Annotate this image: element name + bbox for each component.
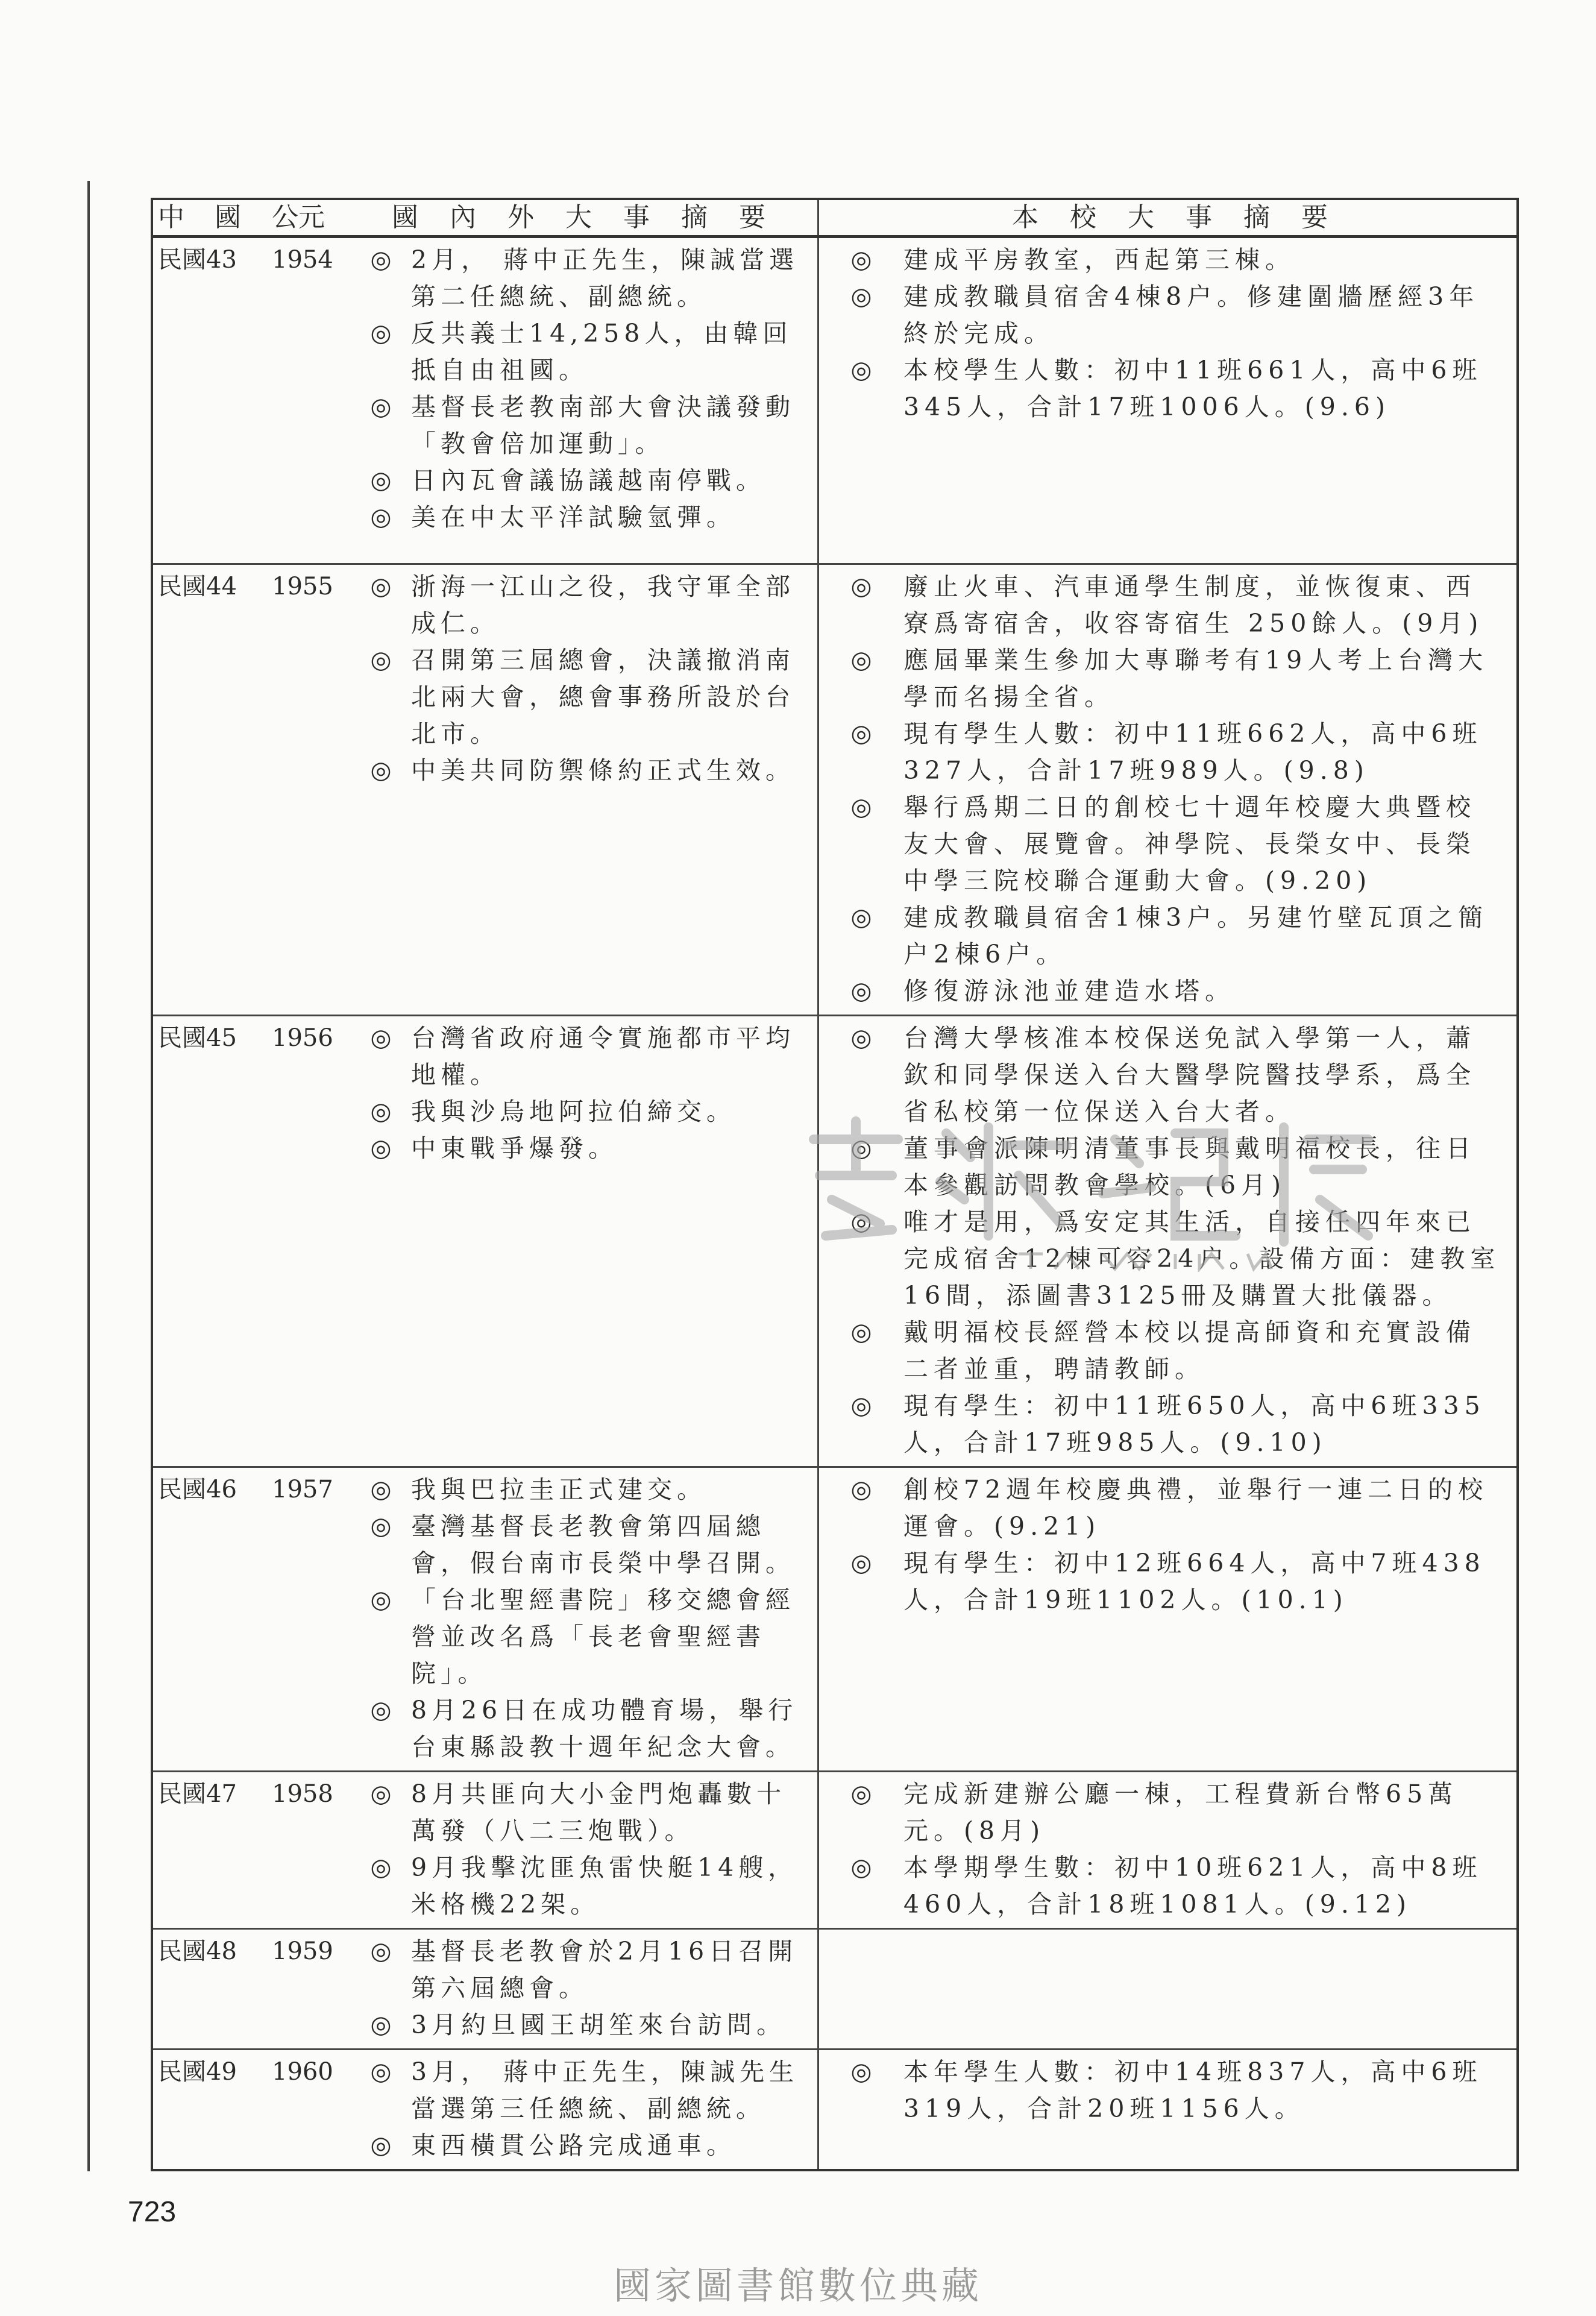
bullet-icon: ◎ — [850, 793, 872, 821]
event-text: 日內瓦會議協議越南停戰。 — [411, 466, 765, 495]
roc-year: 民國48 — [158, 1937, 237, 1965]
table-row — [153, 565, 1516, 1016]
bullet-icon: ◎ — [370, 1696, 392, 1724]
bullet-icon: ◎ — [370, 1854, 392, 1881]
event-text: 創校72週年校慶典禮，並舉行一連二日的校運會。(9.21) — [903, 1475, 1489, 1541]
world-events-cell — [351, 1930, 819, 2048]
ad-year: 1955 — [272, 573, 333, 600]
event-item — [351, 499, 805, 536]
event-text: 現有學生：初中11班650人，高中6班335人，合計17班985人。(9.10) — [903, 1391, 1486, 1457]
ad-year: 1957 — [272, 1476, 333, 1503]
event-text: 2月， 蔣中正先生，陳誠當選第二任總統、副總統。 — [411, 245, 799, 311]
bullet-icon: ◎ — [850, 1476, 872, 1503]
header-roc: 中 國 — [158, 202, 252, 233]
school-events-cell — [819, 1930, 1516, 2048]
event-text: 完成新建辦公廳一棟，工程費新台幣65萬元。(8月) — [903, 1779, 1459, 1845]
event-item — [819, 1314, 1504, 1388]
roc-year: 民國45 — [158, 1024, 237, 1052]
table-row — [153, 2050, 1516, 2169]
ad-year: 1960 — [272, 2058, 333, 2086]
event-item — [819, 899, 1504, 973]
event-text: 我與沙烏地阿拉伯締交。 — [411, 1097, 736, 1126]
event-text: 「台北聖經書院」移交總會經營並改名爲「長老會聖經書院」。 — [411, 1585, 795, 1688]
world-events-cell — [351, 565, 819, 1015]
roc-year: 民國44 — [158, 573, 237, 600]
event-item — [819, 1130, 1504, 1204]
roc-year: 民國47 — [158, 1780, 237, 1808]
footer-credit: 國家圖書館數位典藏 — [613, 2264, 982, 2308]
bullet-icon: ◎ — [370, 573, 392, 600]
bullet-icon: ◎ — [370, 1476, 392, 1503]
bullet-icon: ◎ — [370, 1024, 392, 1052]
event-item — [351, 752, 805, 789]
event-text: 召開第三屆總會，決議撤消南北兩大會，總會事務所設於台北市。 — [411, 646, 795, 748]
event-text: 8月共匪向大小金門炮轟數十萬發（八二三炮戰）。 — [411, 1779, 787, 1845]
event-item — [819, 242, 1504, 278]
world-events-cell — [351, 1016, 819, 1466]
header-ad: 公元 — [272, 202, 325, 233]
bullet-icon: ◎ — [850, 720, 872, 747]
bullet-icon: ◎ — [850, 1780, 872, 1808]
event-text: 反共義士14,258人，由韓回抵自由祖國。 — [411, 319, 793, 385]
event-text: 董事會派陳明清董事長與戴明福校長，往日本參觀訪問教會學校。(6月) — [903, 1134, 1476, 1200]
table-row — [153, 1016, 1516, 1468]
roc-year: 民國49 — [158, 2058, 237, 2086]
event-item — [819, 278, 1504, 352]
table-header — [153, 200, 1516, 238]
bullet-icon: ◎ — [370, 1134, 392, 1162]
roc-year: 民國46 — [158, 1476, 237, 1503]
event-text: 戴明福校長經營本校以提高師資和充實設備二者並重，聘請教師。 — [903, 1318, 1476, 1383]
bullet-icon: ◎ — [850, 356, 872, 384]
bullet-icon: ◎ — [850, 646, 872, 674]
event-item — [819, 352, 1504, 426]
event-item — [351, 2054, 805, 2127]
world-events-cell — [351, 2050, 819, 2169]
bullet-icon: ◎ — [850, 573, 872, 600]
bullet-icon: ◎ — [370, 503, 392, 531]
bullet-icon: ◎ — [370, 1780, 392, 1808]
event-item — [819, 1849, 1504, 1923]
event-text: 本學期學生數：初中10班621人，高中8班460人，合計18班1081人。(9.12) — [903, 1853, 1483, 1919]
bullet-icon: ◎ — [850, 1549, 872, 1577]
bullet-icon: ◎ — [850, 977, 872, 1005]
bullet-icon: ◎ — [370, 2058, 392, 2086]
bullet-icon: ◎ — [370, 1586, 392, 1614]
school-events-cell — [819, 1468, 1516, 1770]
header-school-events: 本校大事摘要 — [1012, 202, 1359, 233]
bullet-icon: ◎ — [370, 319, 392, 347]
page-number: 723 — [128, 2196, 177, 2228]
event-item — [351, 1849, 805, 1923]
event-item — [819, 973, 1504, 1010]
ad-year: 1956 — [272, 1024, 333, 1052]
event-item — [351, 242, 805, 315]
chronology-table — [151, 198, 1519, 2171]
bullet-icon: ◎ — [850, 1134, 872, 1162]
event-text: 中美共同防禦條約正式生效。 — [411, 756, 795, 785]
event-item — [819, 642, 1504, 716]
bullet-icon: ◎ — [850, 1208, 872, 1236]
event-text: 台灣省政府通令實施都市平均地權。 — [411, 1024, 795, 1089]
event-text: 9月我擊沈匪魚雷快艇14艘，米格機22架。 — [411, 1853, 798, 1919]
bullet-icon: ◎ — [850, 1318, 872, 1346]
event-item — [351, 568, 805, 642]
event-item — [351, 642, 805, 752]
event-item — [351, 2127, 805, 2164]
world-events-cell — [351, 1772, 819, 1928]
event-text: 本年學生人數：初中14班837人，高中6班319人，合計20班1156人。 — [903, 2057, 1483, 2123]
bullet-icon: ◎ — [850, 1392, 872, 1420]
event-item — [351, 1933, 805, 2007]
event-text: 臺灣基督長老教會第四屆總會，假台南市長榮中學召開。 — [411, 1512, 795, 1578]
school-events-cell — [819, 1772, 1516, 1928]
event-text: 浙海一江山之役，我守軍全部成仁。 — [411, 572, 795, 638]
ad-year: 1954 — [272, 246, 333, 274]
bullet-icon: ◎ — [850, 283, 872, 310]
event-text: 廢止火車、汽車通學生制度，並恢復東、西寮爲寄宿舍，收容寄宿生 250餘人。(9月) — [903, 572, 1484, 638]
school-events-cell — [819, 565, 1516, 1015]
event-text: 現有學生人數：初中11班662人，高中6班327人，合計17班989人。(9.8) — [903, 719, 1483, 785]
bullet-icon: ◎ — [370, 467, 392, 494]
event-text: 台灣大學核准本校保送免試入學第一人，蕭欽和同學保送入台大醫學院醫技學系，爲全省私校第一位保送入台大者。 — [903, 1024, 1476, 1126]
roc-year: 民國43 — [158, 246, 237, 274]
bullet-icon: ◎ — [370, 1937, 392, 1965]
event-text: 應屆畢業生參加大專聯考有19人考上台灣大學而名揚全省。 — [903, 646, 1489, 711]
bullet-icon: ◎ — [370, 2011, 392, 2039]
bullet-icon: ◎ — [370, 1512, 392, 1540]
event-item — [351, 1471, 805, 1508]
event-item — [351, 1093, 805, 1130]
event-item — [351, 1692, 805, 1766]
event-item — [819, 789, 1504, 899]
event-item — [819, 1204, 1504, 1314]
event-item — [351, 1020, 805, 1093]
event-text: 基督長老教會於2月16日召開第六屆總會。 — [411, 1937, 798, 2003]
event-text: 美在中太平洋試驗氫彈。 — [411, 503, 736, 532]
school-events-cell — [819, 238, 1516, 563]
event-text: 建成教職員宿舍1棟3户。另建竹壁瓦頂之簡户2棟6户。 — [903, 903, 1489, 969]
event-item — [819, 716, 1504, 789]
event-text: 舉行爲期二日的創校七十週年校慶大典暨校友大會、展覽會。神學院、長榮女中、長榮中學三院校聯合運動大會。(9.20) — [903, 793, 1476, 895]
header-world-events: 國內外大事摘要 — [351, 200, 819, 235]
event-text: 修復游泳池並建造水塔。 — [903, 977, 1235, 1005]
event-item — [351, 462, 805, 499]
table-row — [153, 1772, 1516, 1930]
event-item — [819, 568, 1504, 642]
ad-year: 1958 — [272, 1780, 333, 1808]
event-item — [351, 1508, 805, 1582]
event-text: 中東戰爭爆發。 — [411, 1134, 618, 1163]
bullet-icon: ◎ — [370, 757, 392, 784]
event-text: 8月26日在成功體育場，舉行台東縣設教十週年紀念大會。 — [411, 1696, 798, 1761]
world-events-cell — [351, 1468, 819, 1770]
event-text: 基督長老教南部大會決議發動「教會倍加運動」。 — [411, 392, 795, 458]
event-text: 唯才是用，爲安定其生活，自接任四年來已完成宿舍12棟可容24户。設備方面：建教室16間，添圖書3125冊及購置大批儀器。 — [903, 1207, 1501, 1310]
event-text: 建成平房教室，西起第三棟。 — [903, 245, 1295, 274]
event-text: 現有學生：初中12班664人，高中7班438人，合計19班1102人。(10.1) — [903, 1549, 1486, 1614]
event-item — [819, 1471, 1504, 1545]
school-events-cell — [819, 2050, 1516, 2169]
bullet-icon: ◎ — [370, 646, 392, 674]
event-item — [819, 2054, 1504, 2127]
event-item — [351, 389, 805, 462]
bullet-icon: ◎ — [370, 1098, 392, 1125]
event-item — [819, 1388, 1504, 1461]
school-events-cell — [819, 1016, 1516, 1466]
bullet-icon: ◎ — [850, 2058, 872, 2086]
bullet-icon: ◎ — [370, 393, 392, 421]
table-row — [153, 1930, 1516, 2050]
event-text: 我與巴拉圭正式建交。 — [411, 1475, 706, 1504]
bullet-icon: ◎ — [370, 246, 392, 274]
event-item — [819, 1020, 1504, 1130]
margin-rule — [87, 181, 90, 2171]
event-item — [351, 1776, 805, 1849]
bullet-icon: ◎ — [850, 904, 872, 931]
event-item — [351, 2007, 805, 2044]
world-events-cell — [351, 238, 819, 563]
bullet-icon: ◎ — [850, 1024, 872, 1052]
event-text: 東西橫貫公路完成通車。 — [411, 2131, 736, 2160]
event-text: 3月約旦國王胡笙來台訪問。 — [411, 2010, 787, 2039]
event-item — [351, 1130, 805, 1167]
ad-year: 1959 — [272, 1937, 333, 1965]
event-item — [819, 1545, 1504, 1619]
bullet-icon: ◎ — [850, 1854, 872, 1881]
event-text: 3月， 蔣中正先生，陳誠先生當選第三任總統、副總統。 — [411, 2057, 799, 2123]
event-text: 本校學生人數：初中11班661人，高中6班345人，合計17班1006人。(9.6) — [903, 356, 1483, 421]
table-row — [153, 1468, 1516, 1772]
event-text: 建成教職員宿舍4棟8户。修建圍牆歷經3年終於完成。 — [903, 282, 1480, 348]
table-row — [153, 238, 1516, 565]
bullet-icon: ◎ — [370, 2132, 392, 2159]
event-item — [351, 315, 805, 389]
event-item — [351, 1582, 805, 1692]
event-item — [819, 1776, 1504, 1849]
bullet-icon: ◎ — [850, 246, 872, 274]
